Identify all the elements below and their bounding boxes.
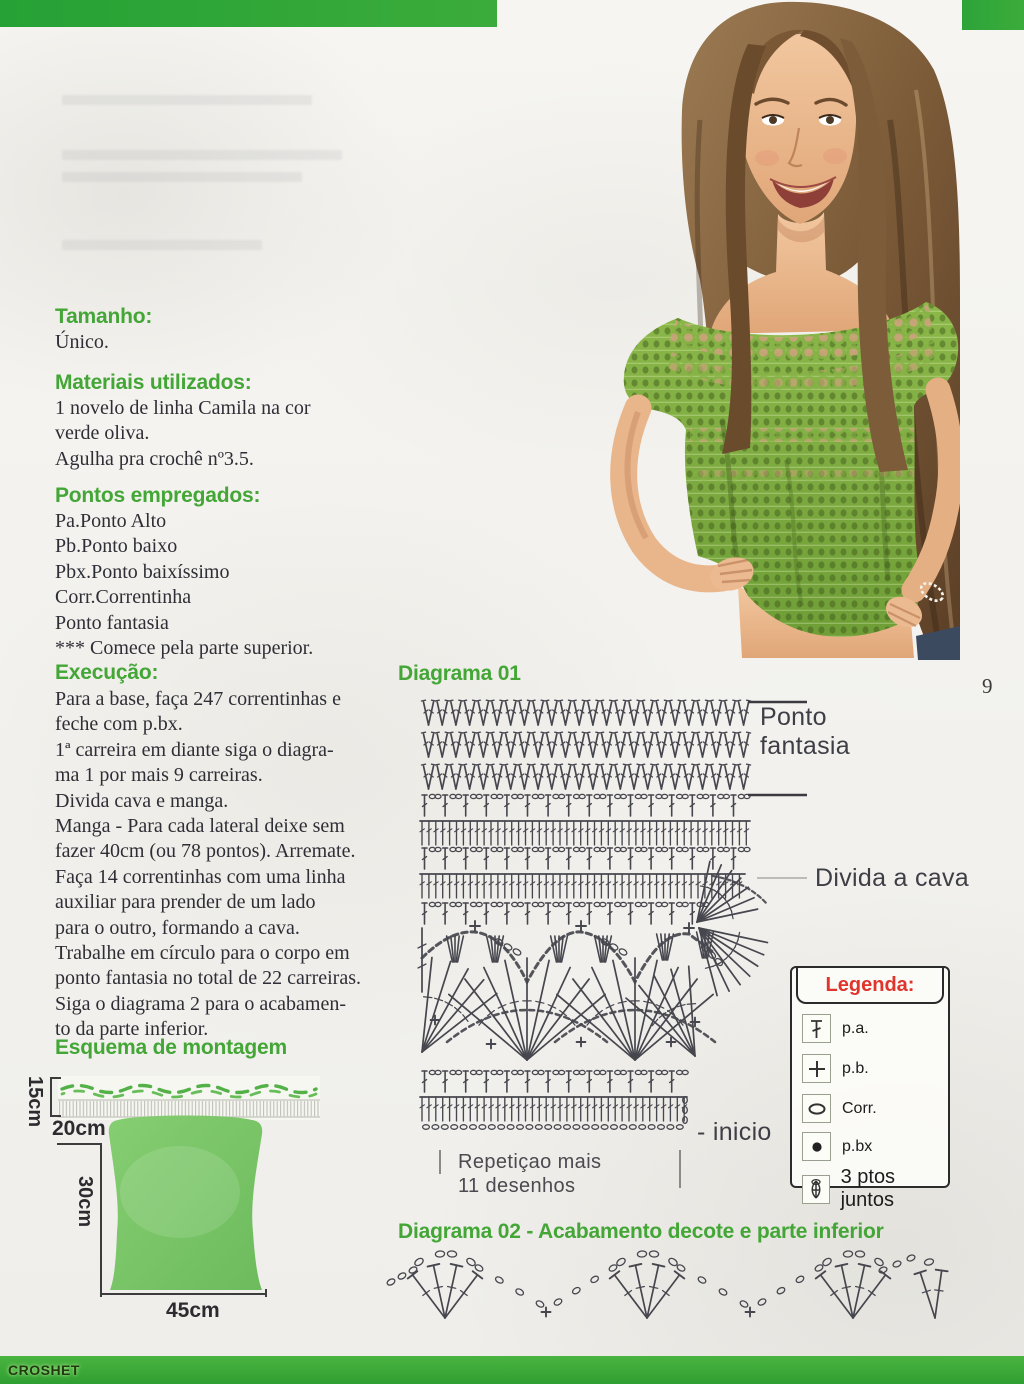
legend-box <box>790 966 950 1211</box>
measure-line-20 <box>57 1143 102 1145</box>
text-line: Trabalhe em círculo para o corpo em <box>55 942 350 965</box>
legend-label: Corr. <box>842 1099 877 1117</box>
text-line: Repetiçao mais <box>458 1151 602 1173</box>
execucao-text <box>55 687 400 1043</box>
legend-item-pbx <box>802 1132 872 1161</box>
legend-label: p.a. <box>842 1019 869 1037</box>
text-line: to da parte inferior. <box>55 1018 209 1041</box>
text-line: fazer 40cm (ou 78 pontos). Arremate. <box>55 840 356 863</box>
show-through <box>62 150 342 160</box>
text-line: 1 novelo de linha Camila na cor <box>55 397 311 419</box>
legend-label: p.bx <box>842 1137 873 1155</box>
3juntos-icon <box>802 1175 830 1204</box>
pontos-text <box>55 509 385 661</box>
text-line: verde oliva. <box>55 422 150 445</box>
text-line: 1ª carreira em diante siga o diagra- <box>55 738 334 761</box>
schematic-body-shape <box>100 1112 270 1296</box>
text-line: Manga - Para cada lateral deixe sem <box>55 815 345 838</box>
pa-icon <box>802 1014 831 1043</box>
materiais-text <box>55 396 385 472</box>
diagram2-chart <box>383 1246 958 1330</box>
repeat-bracket-right <box>679 1150 681 1188</box>
esquema-heading: Esquema de montagem <box>55 1036 287 1059</box>
text-line: para o outro, formando a cava. <box>55 916 300 939</box>
diagram1-label-inicio: - inicio <box>697 1118 772 1146</box>
legend-title: Legenda: <box>825 973 915 996</box>
measure-tick <box>50 1077 61 1079</box>
text-line: fantasia <box>760 732 850 760</box>
brand-watermark: CROSHET <box>8 1362 80 1378</box>
measure-line-45 <box>100 1293 267 1295</box>
measure-line-30 <box>100 1143 102 1295</box>
legend-item-pb <box>802 1054 869 1083</box>
measure-label-20cm: 20cm <box>52 1117 106 1140</box>
diagram1-repeat-note <box>458 1150 601 1198</box>
legend-label: 3 ptos juntos <box>840 1166 896 1211</box>
text-line: Ponto <box>760 703 827 731</box>
legend-header <box>796 968 944 1004</box>
text-line: Pbx.Ponto baixíssimo <box>55 560 230 583</box>
show-through <box>62 240 262 250</box>
tamanho-heading: Tamanho: <box>55 305 153 328</box>
execucao-heading: Execução: <box>55 661 159 684</box>
text-line: Divida cava e manga. <box>55 789 229 812</box>
text-line: Agulha pra crochê nº3.5. <box>55 447 254 470</box>
text-line: Pa.Ponto Alto <box>55 510 167 532</box>
text-line: 11 desenhos <box>458 1175 576 1197</box>
measure-tick <box>100 1289 102 1297</box>
top-green-bar <box>0 0 497 27</box>
show-through <box>62 95 312 105</box>
pbx-icon <box>802 1132 831 1161</box>
diagram1-heading: Diagrama 01 <box>398 662 521 685</box>
pontos-heading: Pontos empregados: <box>55 484 261 507</box>
diagram1-label-divida: Divida a cava <box>815 864 969 892</box>
measure-line-15 <box>50 1077 52 1117</box>
text-line: feche com p.bx. <box>55 713 183 736</box>
show-through <box>62 172 302 182</box>
diagram1-label-ponto-fantasia <box>760 703 850 761</box>
tamanho-text: Único. <box>55 331 109 353</box>
measure-tick <box>265 1289 267 1297</box>
measure-label-45cm: 45cm <box>166 1299 220 1322</box>
diagram2-heading: Diagrama 02 - Acabamento decote e parte inferior <box>398 1220 884 1243</box>
text-line: Para a base, faça 247 correntinhas e <box>55 688 341 710</box>
legend-item-pa <box>802 1014 869 1043</box>
text-line: auxiliar para prender de um lado <box>55 891 316 914</box>
text-line: ma 1 por mais 9 carreiras. <box>55 764 263 787</box>
text-line: Faça 14 correntinhas com uma linha <box>55 865 346 888</box>
measure-label-15cm: 15cm <box>24 1076 46 1128</box>
measure-label-30cm: 30cm <box>74 1176 96 1228</box>
text-line: *** Comece pela parte superior. <box>55 637 314 660</box>
top-right-green-bar <box>962 0 1024 30</box>
text-line: Pb.Ponto baixo <box>55 535 178 558</box>
corr-icon <box>802 1094 831 1123</box>
model-photo <box>486 0 960 660</box>
repeat-bracket-left <box>439 1150 441 1174</box>
page-number: 9 <box>982 674 993 698</box>
legend-label: p.b. <box>842 1059 869 1077</box>
text-line: ponto fantasia no total de 22 carreiras. <box>55 967 361 990</box>
text-line: Corr.Correntinha <box>55 586 192 609</box>
legend-item-3juntos <box>802 1166 948 1212</box>
materiais-heading: Materiais utilizados: <box>55 371 252 394</box>
bottom-green-bar <box>0 1356 1024 1384</box>
text-line: Siga o diagrama 2 para o acabamen- <box>55 992 346 1015</box>
legend-item-corr <box>802 1094 877 1123</box>
text-line: Ponto fantasia <box>55 611 169 634</box>
pb-icon <box>802 1054 831 1083</box>
